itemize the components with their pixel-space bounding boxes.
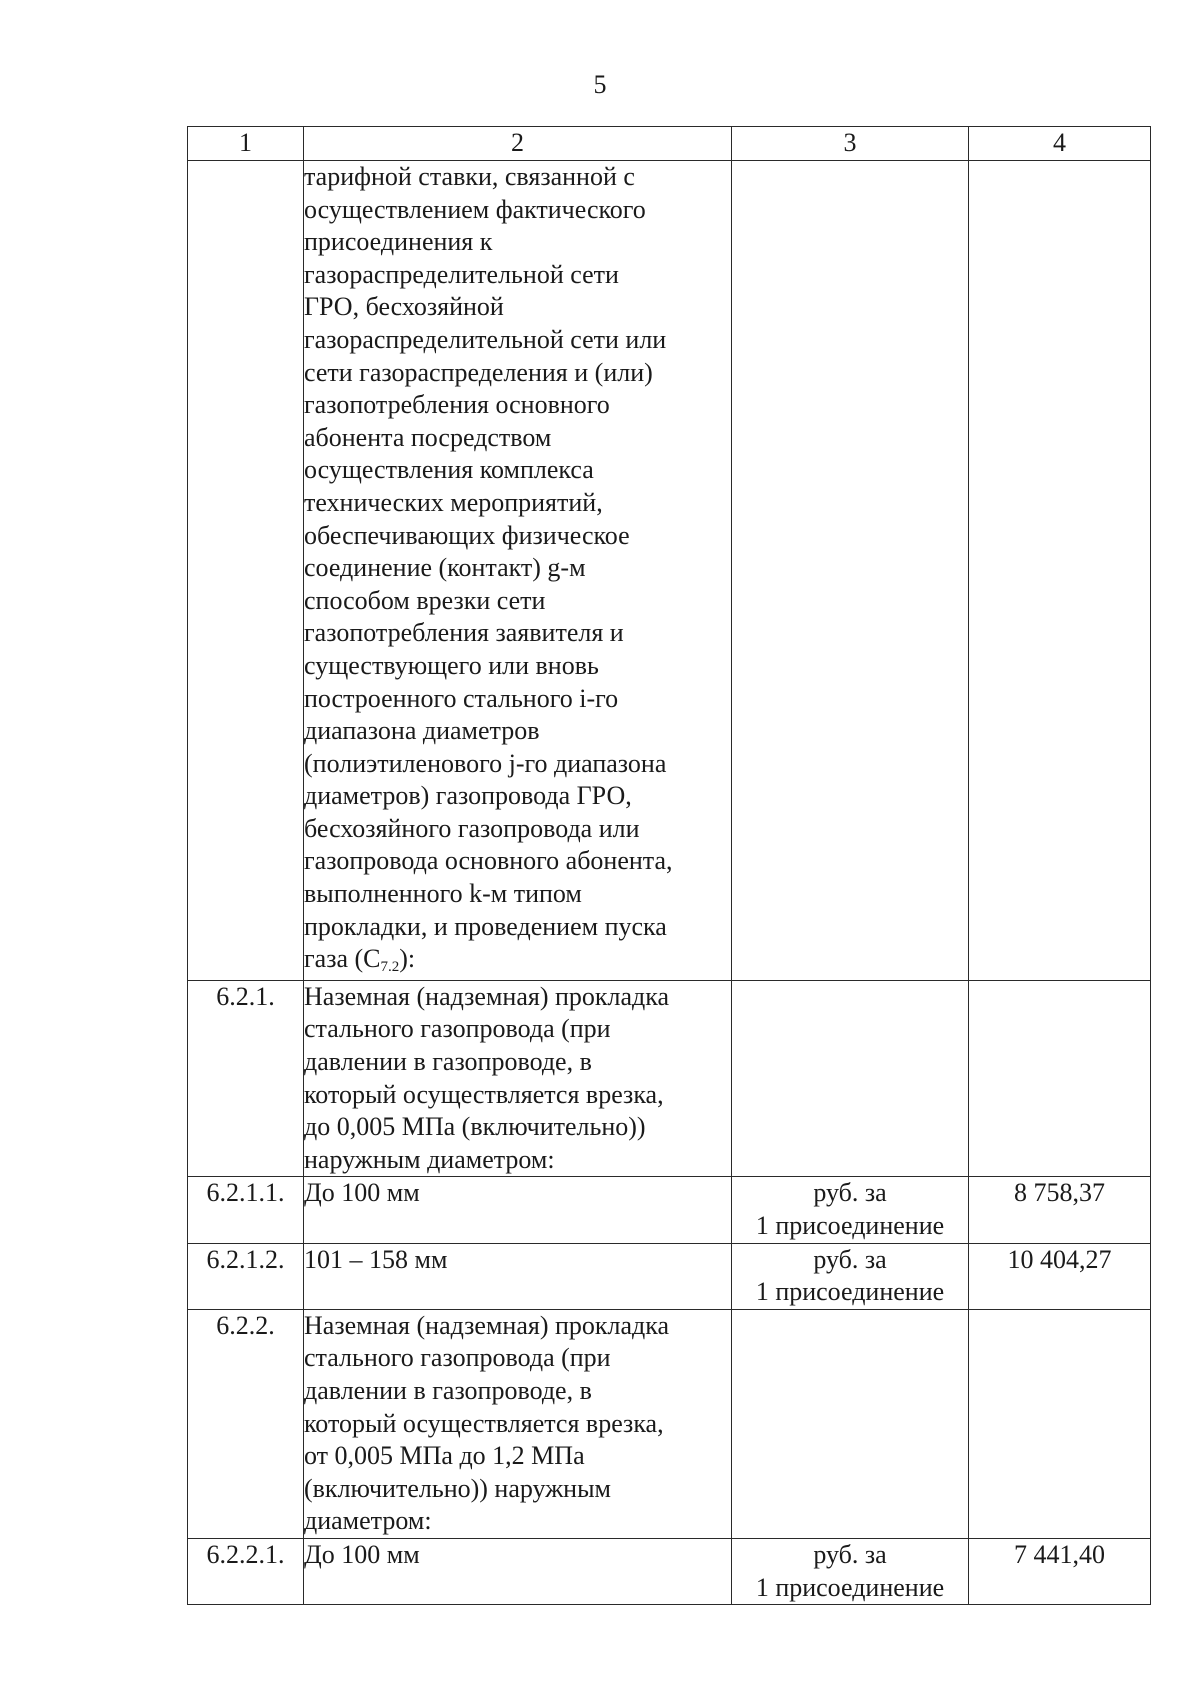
row-number: 6.2.1.1. <box>188 1177 304 1243</box>
row-unit <box>732 980 969 1177</box>
row-description: Наземная (надземная) прокладка стального газопровода (при давлении в газопроводе, в который осуществляется врезка, до 0,005 МПа (включительно)) наружным диаметром: <box>304 980 732 1177</box>
row-description: До 100 мм <box>304 1538 732 1604</box>
row-description: До 100 мм <box>304 1177 732 1243</box>
table-row <box>188 1309 1151 1538</box>
row-unit <box>732 1309 969 1538</box>
tariff-subscript: 7.2 <box>380 959 400 976</box>
table-row <box>188 1538 1151 1604</box>
column-header-4: 4 <box>969 127 1151 161</box>
column-header-1: 1 <box>188 127 304 161</box>
row-description-cell <box>304 161 732 981</box>
row-value-cell <box>969 161 1151 981</box>
tariff-table <box>187 126 1151 1605</box>
row-value: 8 758,37 <box>969 1177 1151 1243</box>
continued-description: тарифной ставки, связанной с осуществлением фактического присоединения к газораспределительной сети ГРО, бесхозяйной газораспределительной сети или сети газораспределения и (или) газопотребления основного абонента посредством осуществления комплекса технических мероприятий, обеспечивающих физическое соединение (контакт) g-м способом врезки сети газопотребления заявителя и существующего или вновь построенного стального i-го диапазона диаметров (полиэтиленового j-го диапазона диаметров) газопровода ГРО, бесхозяйного газопровода или газопровода основного абонента, выполненного k-м типом прокладки, и проведением пуска <box>304 162 673 941</box>
row-value <box>969 1309 1151 1538</box>
table-row <box>188 1243 1151 1309</box>
column-header-3: 3 <box>732 127 969 161</box>
row-description: 101 – 158 мм <box>304 1243 732 1309</box>
row-unit: руб. за 1 присоединение <box>732 1538 969 1604</box>
row-unit: руб. за 1 присоединение <box>732 1243 969 1309</box>
table-row <box>188 1177 1151 1243</box>
row-value: 10 404,27 <box>969 1243 1151 1309</box>
row-description: Наземная (надземная) прокладка стального газопровода (при давлении в газопроводе, в который осуществляется врезка, от 0,005 МПа до 1,2 МПа (включительно)) наружным диаметром: <box>304 1309 732 1538</box>
table-row <box>188 980 1151 1177</box>
table-row-continued <box>188 161 1151 981</box>
continued-last-line-prefix: газа (С <box>304 944 381 974</box>
row-unit-cell <box>732 161 969 981</box>
column-header-2: 2 <box>304 127 732 161</box>
table-header-row <box>188 127 1151 161</box>
row-number: 6.2.2.1. <box>188 1538 304 1604</box>
row-number: 6.2.1. <box>188 980 304 1177</box>
page-number: 5 <box>593 70 607 99</box>
continued-last-line-suffix: ): <box>399 944 416 974</box>
row-number-cell <box>188 161 304 981</box>
row-number: 6.2.2. <box>188 1309 304 1538</box>
row-value: 7 441,40 <box>969 1538 1151 1604</box>
row-number: 6.2.1.2. <box>188 1243 304 1309</box>
row-value <box>969 980 1151 1177</box>
row-unit: руб. за 1 присоединение <box>732 1177 969 1243</box>
continued-last-line <box>304 944 416 976</box>
